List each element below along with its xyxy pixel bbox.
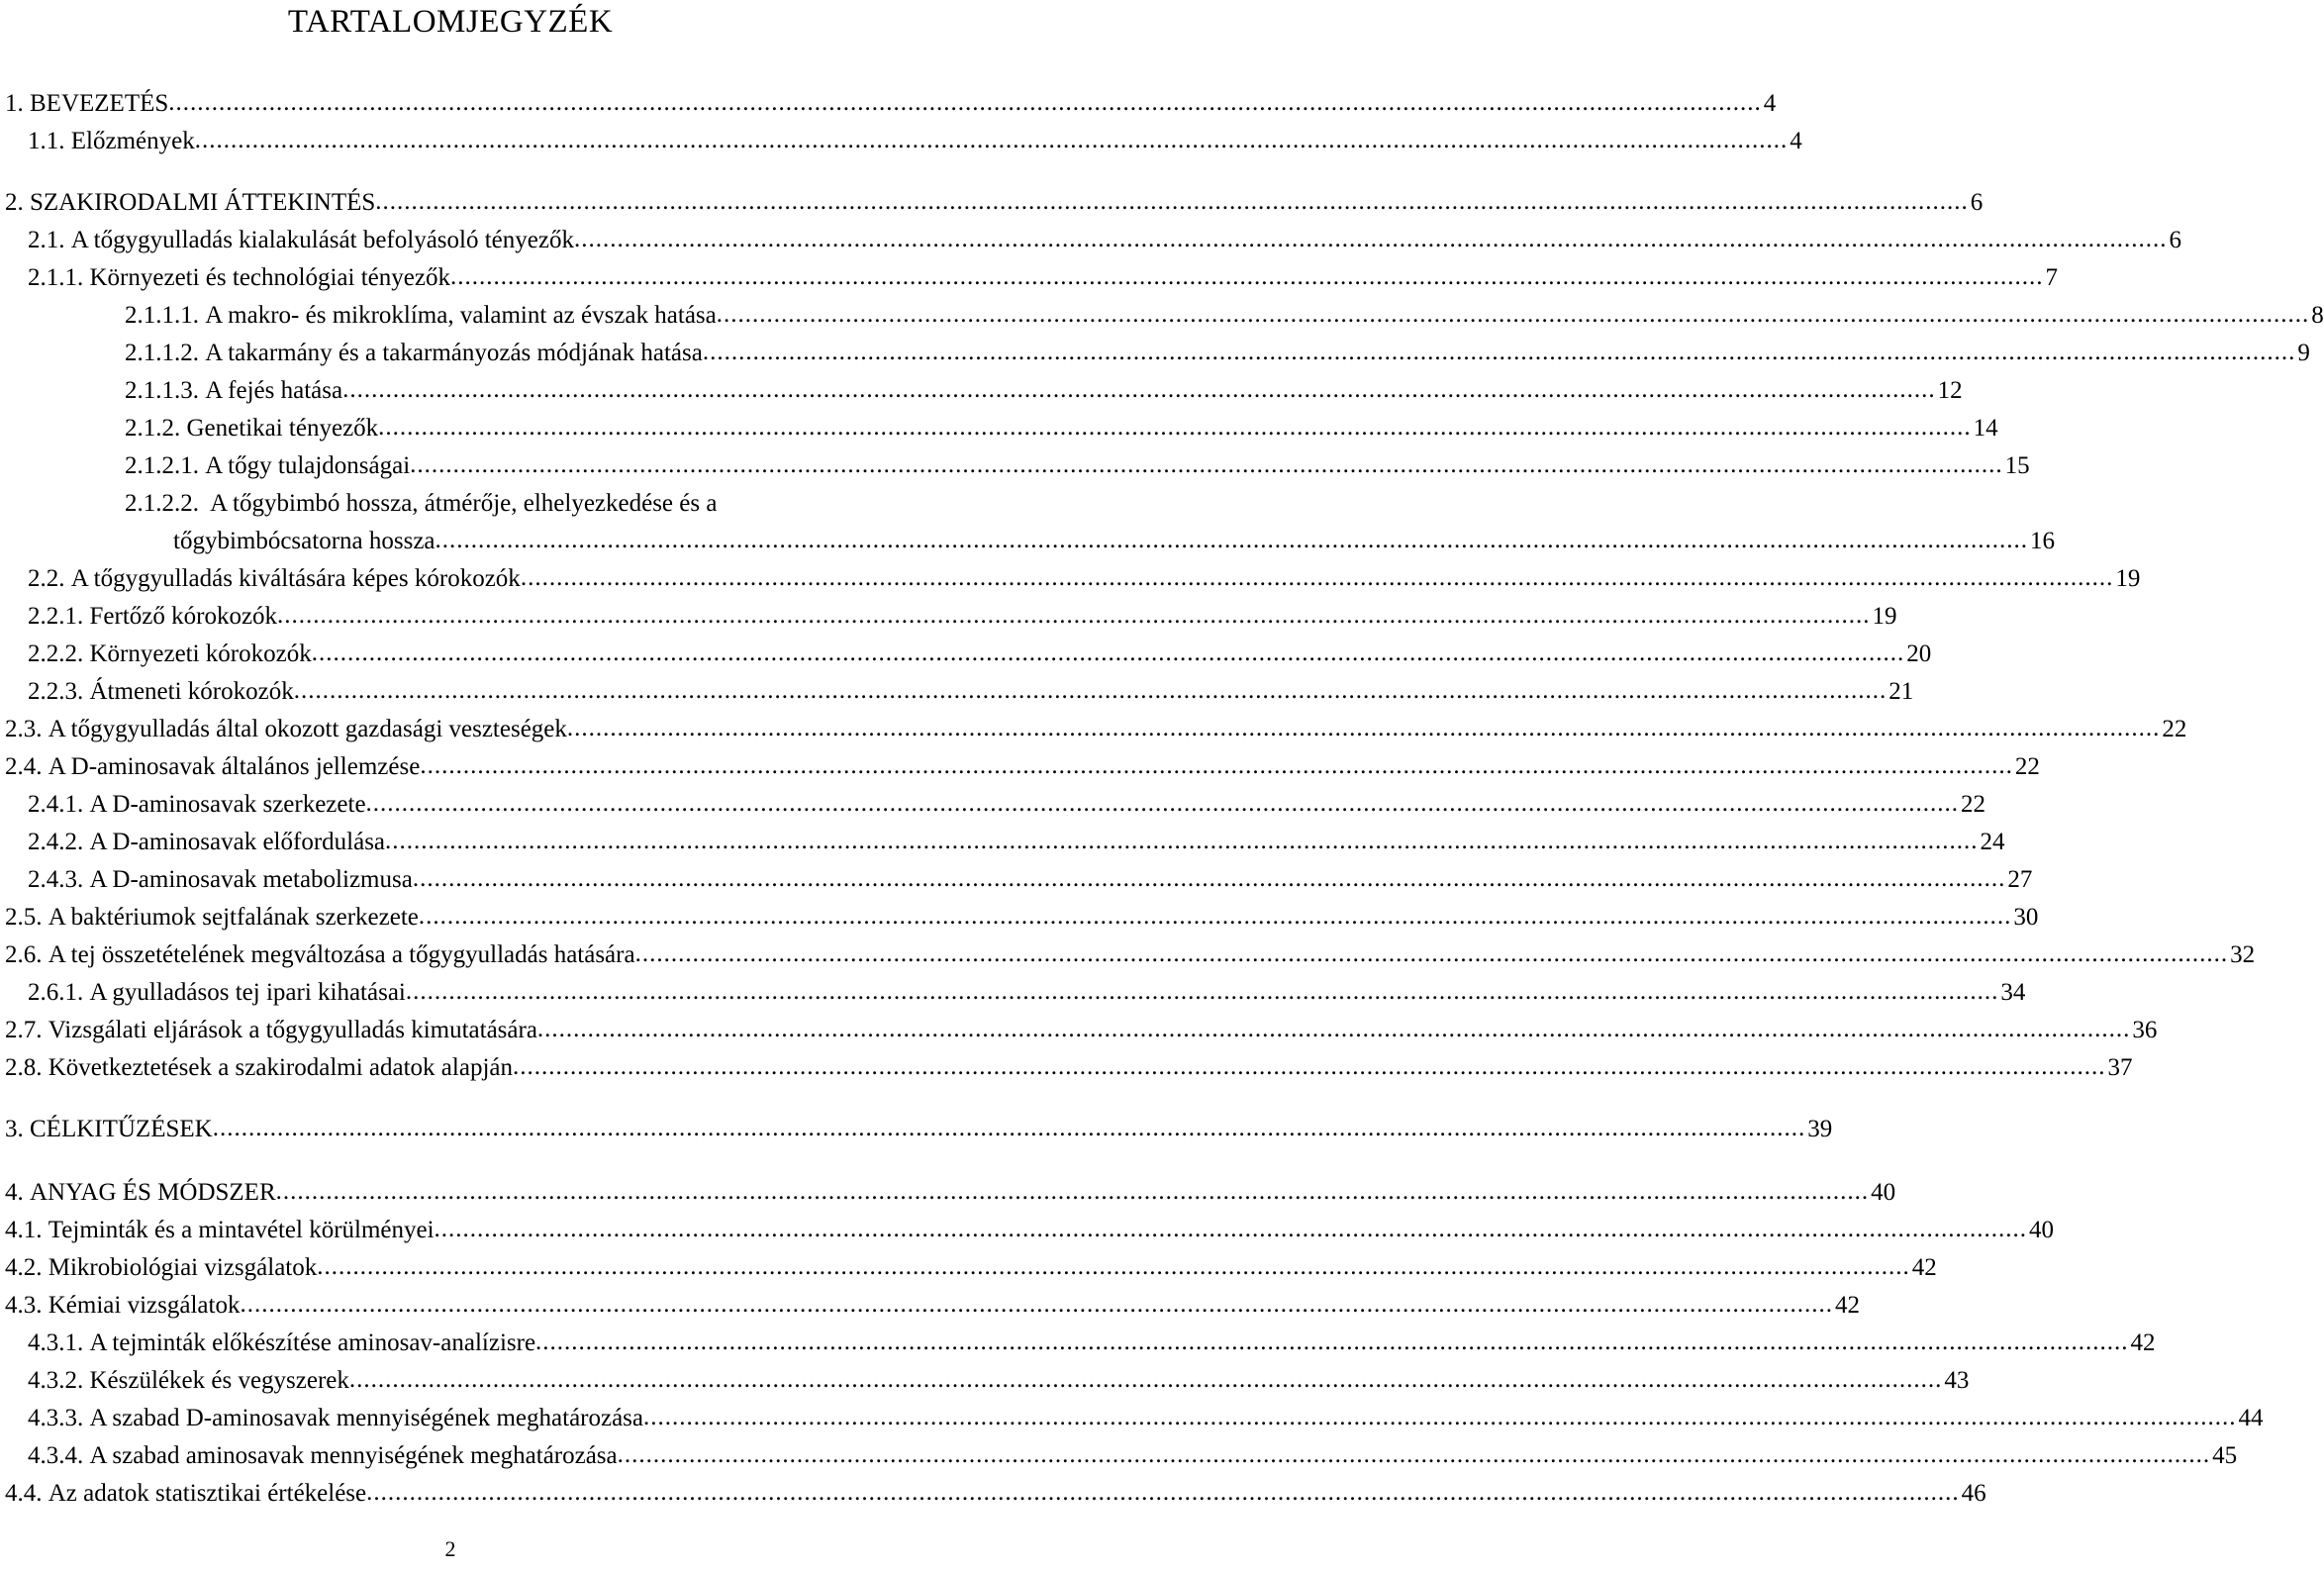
entry-page: 15 [2004, 452, 2030, 479]
entry-page: 43 [1944, 1367, 1970, 1394]
toc-entry[interactable] [28, 1437, 2238, 1475]
entry-label: A fejés hatása [205, 377, 343, 404]
entry-page: 4 [1790, 128, 1802, 154]
toc-entry[interactable] [125, 372, 1963, 410]
entry-label: Genetikai tényezők [186, 415, 379, 442]
entry-page: 39 [1807, 1116, 1833, 1142]
dot-leader [294, 672, 1888, 710]
dot-leader [213, 1110, 1806, 1147]
entry-label: A D-aminosavak szerkezete [89, 791, 366, 818]
entry-page: 8 [2311, 302, 2324, 329]
entry-page: 19 [1872, 603, 1897, 630]
entry-page: 46 [1961, 1480, 1986, 1507]
entry-number: 4.3. [5, 1292, 43, 1319]
dot-leader [574, 221, 2168, 258]
toc-entry[interactable] [5, 1012, 2158, 1049]
toc-entry[interactable] [125, 447, 2030, 485]
entry-page: 42 [2130, 1329, 2156, 1356]
entry-number: 4.2. [5, 1254, 43, 1281]
toc-entry[interactable] [5, 184, 1984, 222]
page-number: 2 [444, 1536, 456, 1561]
entry-page: 24 [1980, 829, 2005, 855]
toc-entry[interactable] [5, 85, 1777, 123]
toc-entry[interactable] [28, 560, 2141, 598]
toc-entry[interactable] [5, 748, 2040, 786]
entry-label: A tőgy tulajdonságai [205, 452, 411, 479]
dot-leader [410, 446, 2003, 484]
dot-leader [419, 898, 2012, 935]
entry-label: Mikrobiológiai vizsgálatok [48, 1254, 318, 1281]
entry-label: Átmeneti kórokozók [89, 678, 294, 705]
entry-label: A tőgygyulladás kialakulását befolyásoló tényezők [70, 227, 574, 253]
dot-leader [375, 183, 1969, 221]
dot-leader [342, 371, 1936, 409]
dot-leader [420, 747, 2013, 785]
dot-leader [567, 710, 2161, 747]
dot-leader [366, 1474, 1960, 1512]
entry-page: 19 [2115, 565, 2141, 592]
entry-page: 22 [2014, 753, 2040, 780]
entry-number: 2.4.3. [28, 866, 84, 893]
toc-entry[interactable] [28, 123, 1802, 160]
entry-page: 14 [1973, 415, 1998, 442]
entry-label: A szabad D-aminosavak mennyiségének meghatározása [89, 1405, 644, 1431]
entry-number: 2.2.3. [28, 678, 84, 705]
toc-entry[interactable] [28, 974, 2026, 1012]
entry-number: 2.2. [28, 565, 65, 592]
entry-page: 20 [1906, 640, 1932, 667]
entry-page: 34 [2000, 979, 2026, 1006]
entry-second-line [125, 523, 2056, 560]
entry-number: 2.1.1.2. [125, 340, 199, 366]
dot-leader [276, 1173, 1870, 1211]
entry-label: A tőgygyulladás által okozott gazdasági veszteségek [48, 716, 567, 742]
entry-page: 21 [1888, 678, 1914, 705]
entry-page: 9 [2297, 340, 2310, 366]
toc-entry[interactable] [125, 410, 1998, 447]
entry-page: 45 [2212, 1442, 2238, 1469]
entry-number: 2.2.2. [28, 640, 84, 667]
entry-number: 2.1.2.1. [125, 452, 199, 479]
dot-leader [366, 785, 1960, 823]
toc-entry[interactable] [5, 1475, 1986, 1513]
entry-page: 37 [2107, 1054, 2133, 1081]
dot-leader [635, 935, 2229, 973]
entry-label: A baktériumok sejtfalának szerkezete [48, 904, 419, 931]
entry-label: Környezeti kórokozók [89, 640, 312, 667]
dot-leader [703, 334, 2296, 371]
entry-label: A takarmány és a takarmányozás módjának hatása [205, 340, 703, 366]
toc-entry[interactable] [28, 222, 2181, 259]
entry-number: 4.3.2. [28, 1367, 84, 1394]
toc-entry[interactable] [5, 1212, 2055, 1249]
entry-page: 32 [2230, 941, 2256, 968]
entry-label: Az adatok statisztikai értékelése [48, 1480, 367, 1507]
entry-page: 44 [2238, 1405, 2264, 1431]
entry-number: 2.1.2. [125, 415, 181, 442]
entry-number: 2.4. [5, 753, 43, 780]
toc-title: TARTALOMJEGYZÉK [287, 4, 614, 40]
entry-number: 2.1. [28, 227, 65, 253]
entry-number: 2.1.1.1. [125, 302, 199, 329]
dot-leader [195, 122, 1789, 159]
dot-leader [436, 522, 2029, 559]
entry-page: 42 [1834, 1292, 1860, 1319]
toc-entry[interactable] [28, 861, 2033, 899]
entry-label: A D-aminosavak előfordulása [89, 829, 386, 855]
entry-number: 2.2.1. [28, 603, 84, 630]
entry-number: 4.4. [5, 1480, 43, 1507]
toc-entry[interactable] [125, 335, 2310, 372]
dot-leader [317, 1248, 1910, 1286]
entry-label: ANYAG ÉS MÓDSZER [30, 1179, 276, 1206]
toc-entry[interactable] [5, 1049, 2133, 1087]
entry-number: 4. [5, 1179, 24, 1206]
entry-number: 4.1. [5, 1217, 43, 1243]
entry-label: A tőgygyulladás kiváltására képes kórokozók [70, 565, 521, 592]
entry-label: A D-aminosavak általános jellemzése [48, 753, 421, 780]
entry-number: 1.1. [28, 128, 65, 154]
toc-entry[interactable] [28, 1362, 1970, 1400]
entry-page: 4 [1763, 90, 1777, 117]
entry-label: Előzmények [70, 128, 195, 154]
entry-page: 42 [1911, 1254, 1937, 1281]
entry-number: 2.4.2. [28, 829, 84, 855]
toc-entry[interactable] [28, 1325, 2156, 1362]
toc-entry[interactable] [5, 711, 2187, 748]
entry-page: 30 [2013, 904, 2039, 931]
entry-page: 7 [2045, 264, 2058, 291]
entry-number: 2.4.1. [28, 791, 84, 818]
dot-leader [513, 1048, 2106, 1086]
entry-page: 6 [1970, 189, 1984, 216]
toc-entry[interactable] [5, 1287, 1860, 1325]
entry-number: 2.1.1. [28, 264, 84, 291]
entry-first-line [125, 485, 937, 523]
toc-entry[interactable] [5, 1174, 1896, 1212]
entry-label: SZAKIRODALMI ÁTTEKINTÉS [30, 189, 376, 216]
toc-entry[interactable] [28, 786, 1986, 824]
entry-page: 12 [1937, 377, 1963, 404]
entry-number: 2.7. [5, 1017, 43, 1043]
entry-number: 2.8. [5, 1054, 43, 1081]
entry-label: Készülékek és vegyszerek [89, 1367, 349, 1394]
toc-entry[interactable] [125, 485, 2056, 560]
entry-label: Kémiai vizsgálatok [48, 1292, 241, 1319]
entry-page: 6 [2169, 227, 2181, 253]
dot-leader [413, 860, 2006, 898]
dot-leader [450, 258, 2044, 296]
entry-label: A tej összetételének megváltozása a tőgygyulladás hatására [48, 941, 635, 968]
entry-number: 4.3.3. [28, 1405, 84, 1431]
entry-number: 3. [5, 1116, 24, 1142]
entry-label: A szabad aminosavak mennyiségének meghatározása [89, 1442, 618, 1469]
toc-entry[interactable] [28, 824, 2005, 861]
entry-page: 40 [1871, 1179, 1896, 1206]
entry-number: 4.3.4. [28, 1442, 84, 1469]
entry-number: 4.3.1. [28, 1329, 84, 1356]
dot-leader [385, 823, 1979, 860]
entry-number: 2.6. [5, 941, 43, 968]
entry-page: 27 [2007, 866, 2033, 893]
entry-page: 16 [2030, 528, 2056, 554]
toc-entry[interactable] [28, 598, 1897, 636]
dot-leader [535, 1324, 2129, 1361]
entry-number: 2.1.2.2. [125, 490, 199, 517]
entry-number: 2.6.1. [28, 979, 84, 1006]
entry-label-continued: tőgybimbócsatorna hossza [173, 528, 436, 554]
toc-entry[interactable] [5, 1249, 1937, 1287]
entry-number: 2. [5, 189, 24, 216]
toc-entry[interactable] [28, 1400, 2264, 1437]
dot-leader [349, 1361, 1943, 1399]
entry-page: 36 [2132, 1017, 2158, 1043]
entry-number: 2.5. [5, 904, 43, 931]
entry-label: A tejminták előkészítése aminosav-analízisre [89, 1329, 536, 1356]
entry-number: 2.3. [5, 716, 43, 742]
entry-label: Fertőző kórokozók [89, 603, 278, 630]
entry-label: A tőgybimbó hossza, átmérője, elhelyezkedése és a [210, 490, 718, 517]
entry-label: Környezeti és technológiai tényezők [89, 264, 450, 291]
entry-page: 40 [2029, 1217, 2055, 1243]
entry-page: 22 [2162, 716, 2187, 742]
toc-entry[interactable] [5, 899, 2039, 936]
entry-label: BEVEZETÉS [30, 90, 169, 117]
entry-label: A gyulladásos tej ipari kihatásai [89, 979, 406, 1006]
dot-leader [406, 973, 1999, 1011]
entry-number: 1. [5, 90, 24, 117]
dot-leader [717, 296, 2310, 334]
entry-label: Következtetések a szakirodalmi adatok alapján [48, 1054, 513, 1081]
entry-number: 2.1.1.3. [125, 377, 199, 404]
toc-entry[interactable] [28, 636, 1932, 673]
toc-entry[interactable] [28, 673, 1914, 711]
dot-leader [312, 635, 1905, 672]
dot-leader [168, 84, 1762, 122]
entry-label: CÉLKITŰZÉSEK [30, 1116, 213, 1142]
dot-leader [277, 597, 1871, 635]
dot-leader [643, 1399, 2237, 1436]
dot-leader [378, 409, 1972, 446]
toc-entry[interactable] [125, 297, 2324, 335]
entry-label: Vizsgálati eljárások a tőgygyulladás kimutatására [48, 1017, 537, 1043]
dot-leader [435, 1211, 2028, 1248]
entry-label: A D-aminosavak metabolizmusa [89, 866, 413, 893]
dot-leader [521, 559, 2114, 597]
entry-page: 22 [1961, 791, 1986, 818]
dot-leader [537, 1011, 2131, 1048]
toc-entry[interactable] [5, 936, 2256, 974]
entry-label: A makro- és mikroklíma, valamint az évszak hatása [205, 302, 717, 329]
dot-leader [618, 1436, 2211, 1474]
dot-leader [240, 1286, 1833, 1324]
entry-label: Tejminták és a mintavétel körülményei [48, 1217, 435, 1243]
toc-entry[interactable] [28, 259, 2058, 297]
toc-entry[interactable] [5, 1111, 1833, 1148]
